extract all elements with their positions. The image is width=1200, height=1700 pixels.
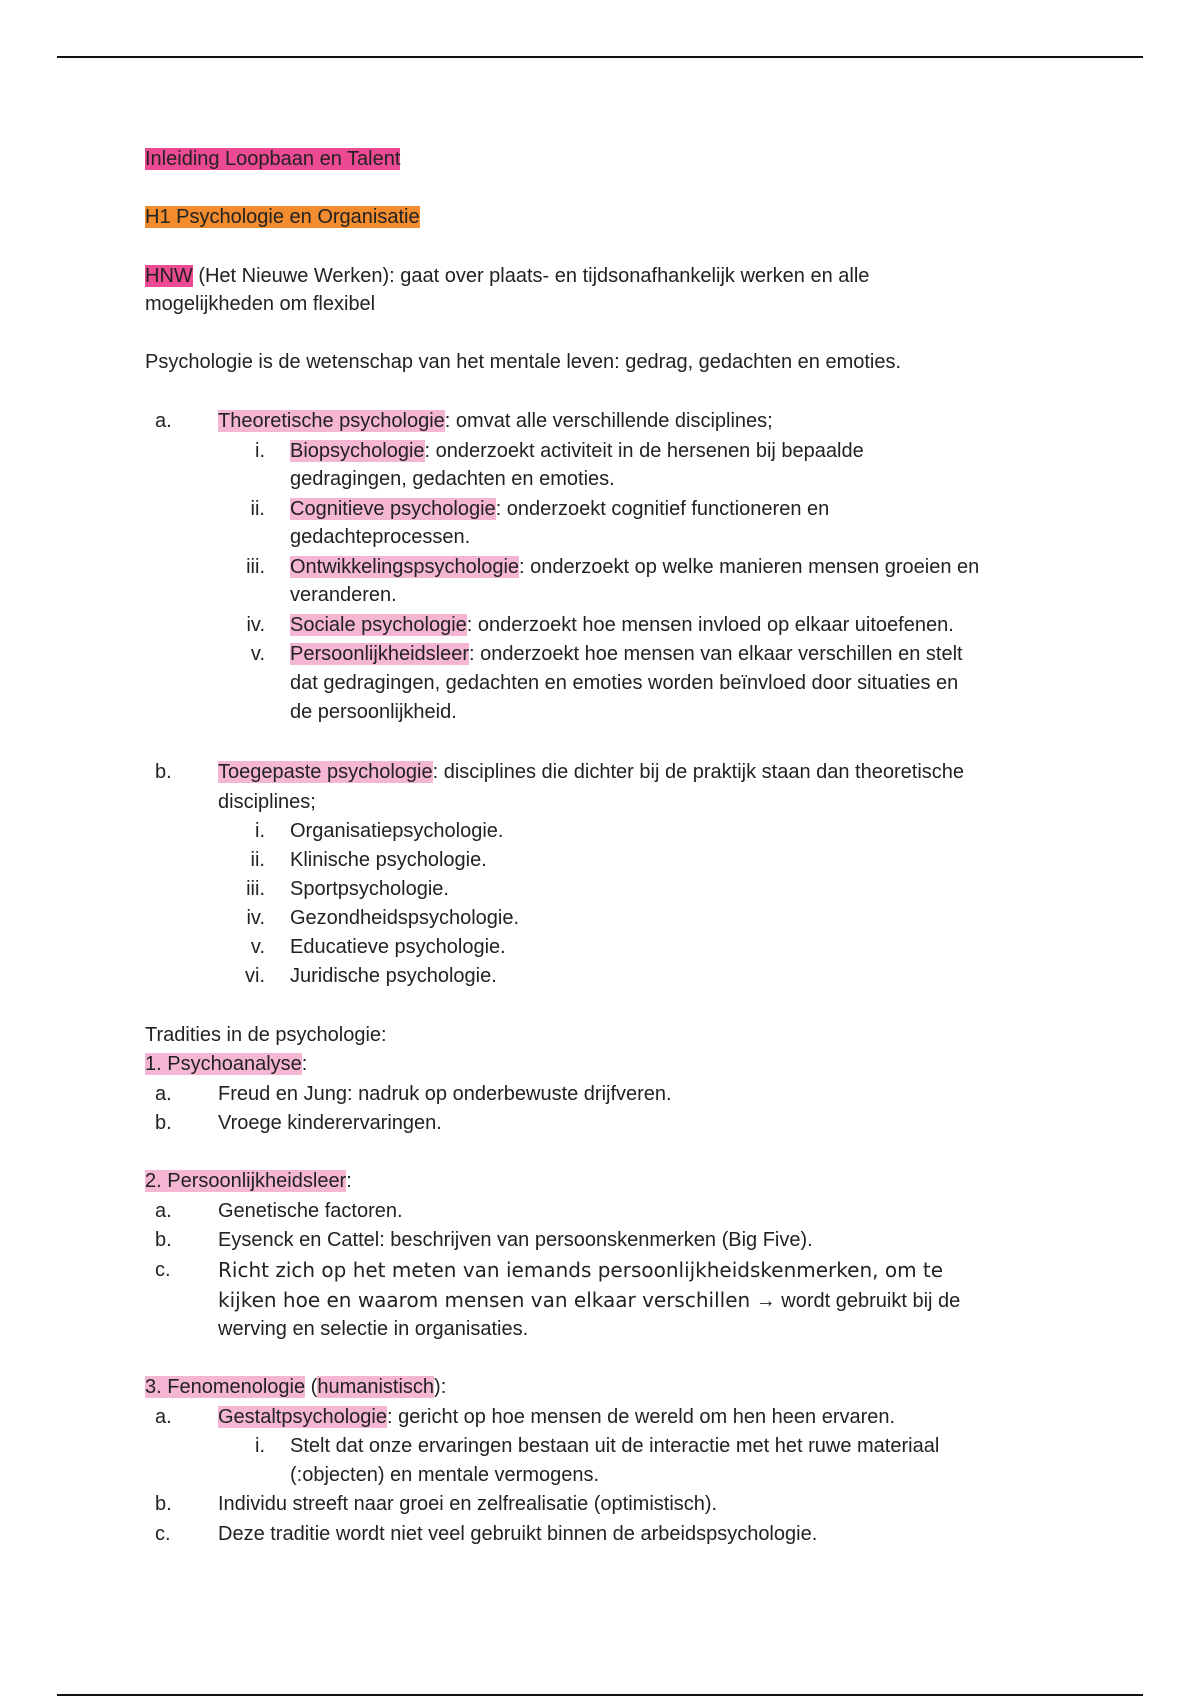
list-item-theoretical: a. Theoretische psychologie: omvat alle verschillende disciplines; — [155, 410, 773, 432]
tradition-personality: 2. Persoonlijkheidsleer: — [145, 1170, 352, 1192]
traditions-heading: Tradities in de psychologie: — [145, 1024, 387, 1046]
hnw-paragraph-cont: mogelijkheden om flexibel — [145, 293, 376, 315]
hnw-paragraph: HNW (Het Nieuwe Werken): gaat over plaats- en tijdsonafhankelijk werken en alle — [145, 265, 870, 287]
psychology-definition: Psychologie is de wetenschap van het mentale leven: gedrag, gedachten en emoties. — [145, 351, 902, 373]
tradition-phenomenology: 3. Fenomenologie (humanistisch): — [145, 1376, 447, 1398]
tradition-psychoanalysis: 1. Psychoanalyse: — [145, 1053, 308, 1075]
chapter-heading: H1 Psychologie en Organisatie — [145, 206, 420, 228]
header-rule — [57, 56, 1143, 58]
footer-rule — [57, 1694, 1143, 1696]
document-title: Inleiding Loopbaan en Talent — [145, 148, 401, 170]
